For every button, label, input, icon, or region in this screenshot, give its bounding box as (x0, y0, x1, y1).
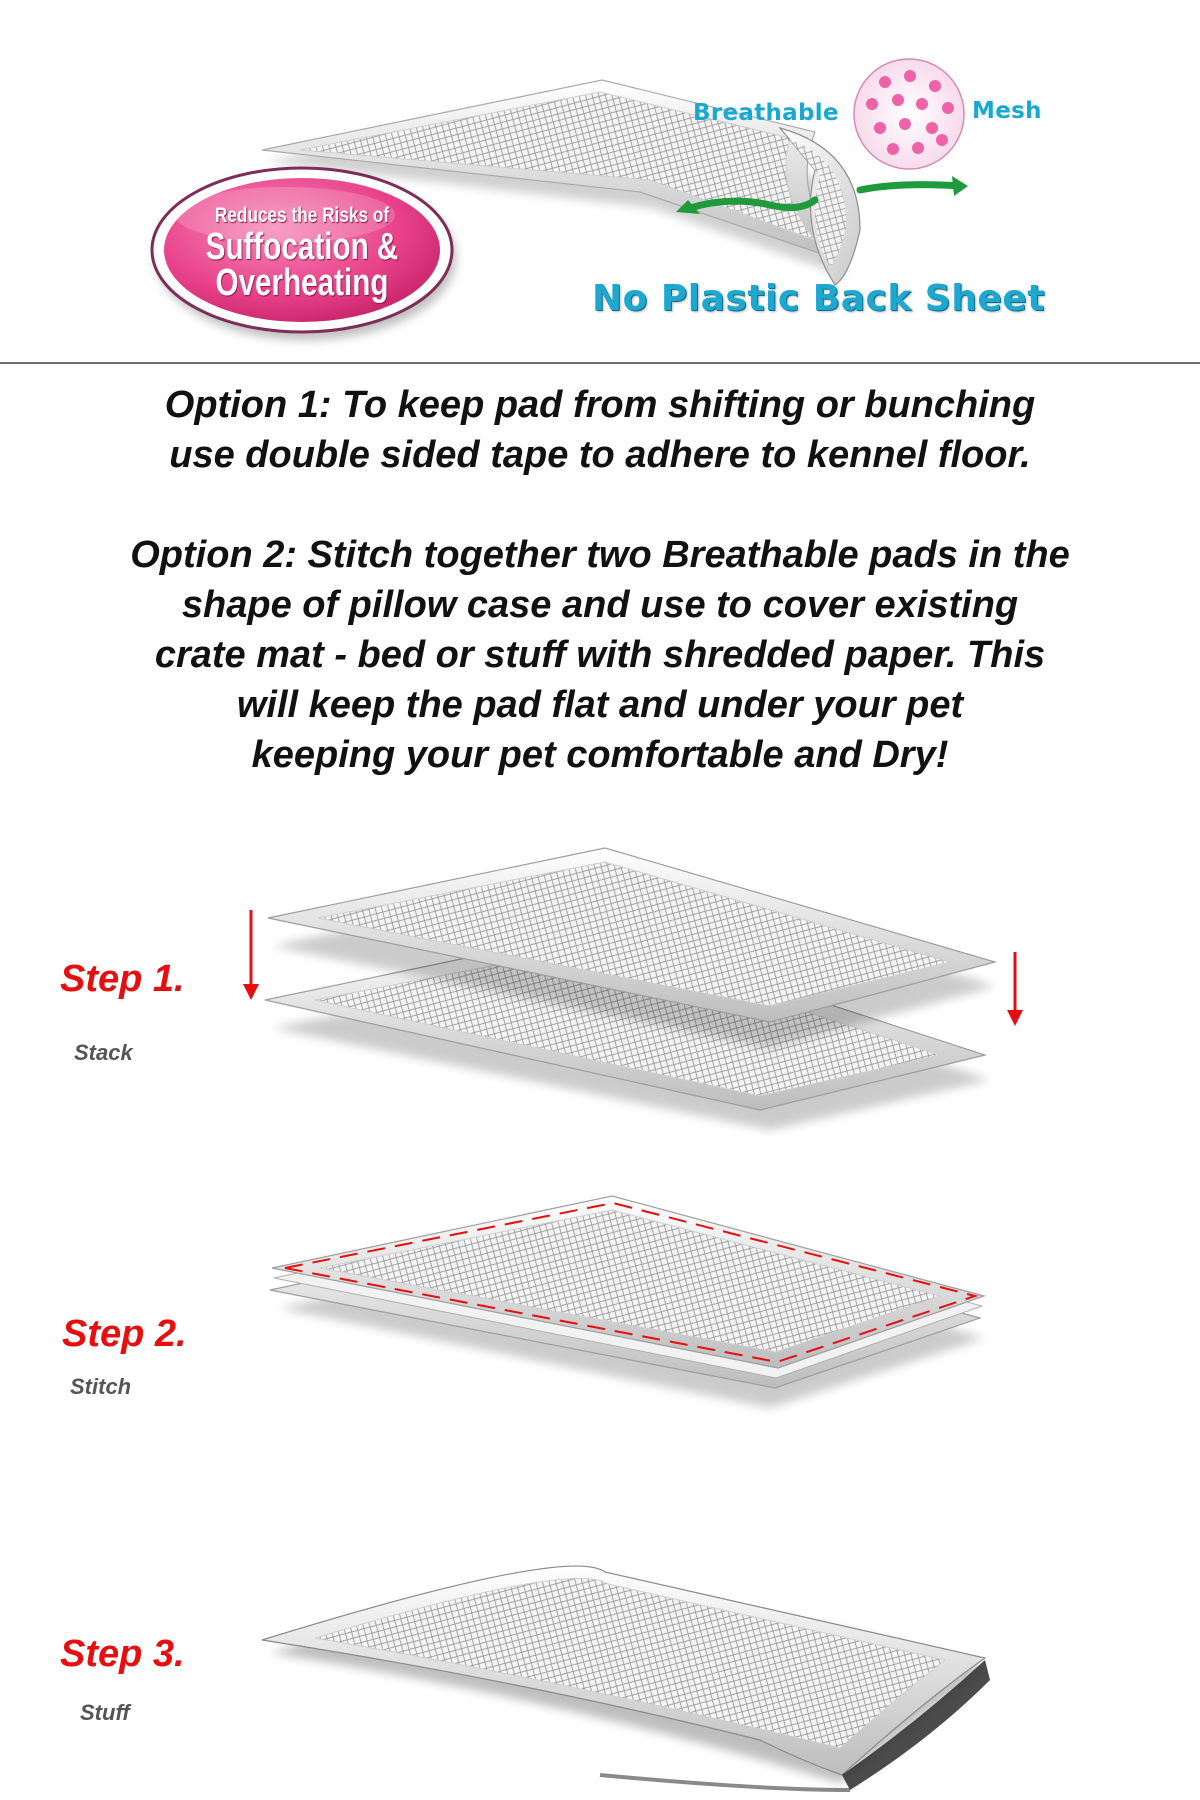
step-2-action: Stitch (70, 1374, 132, 1399)
option-2-text (0, 530, 1200, 780)
step-3-action: Stuff (80, 1700, 130, 1725)
badge-text (162, 205, 442, 302)
option-2-line-1: Option 2: Stitch together two Breathable pads in the (130, 534, 1070, 576)
mesh-label-mesh: Mesh (972, 98, 1042, 124)
section-divider (0, 362, 1200, 364)
step2-pads (270, 1196, 985, 1408)
option-2-line-5: keeping your pet comfortable and Dry! (251, 734, 949, 776)
step-1-label: Step 1. (60, 958, 185, 1000)
option-2-line-3: crate mat - bed or stuff with shredded paper. This (154, 634, 1046, 676)
option-1-text (0, 380, 1200, 480)
option-1-line-2: use double sided tape to adhere to kennel floor. (169, 434, 1031, 476)
option-2-line-4: will keep the pad flat and under your pet (236, 684, 964, 726)
badge-line-3: Overheating (215, 262, 389, 304)
option-2-line-2: shape of pillow case and use to cover existing (181, 584, 1019, 626)
step-1-action: Stack (74, 1040, 133, 1065)
mesh-label-breathable: Breathable (693, 100, 839, 126)
badge-line-1: Reduces the Risks of (214, 204, 390, 227)
step1-pads (243, 848, 1023, 1130)
option-1-line-1: Option 1: To keep pad from shifting or bunching (164, 384, 1036, 426)
step3-pillow (262, 1566, 990, 1790)
badge-line-2: Suffocation & (205, 226, 399, 268)
step-2-label: Step 2. (62, 1313, 187, 1355)
no-plastic-back-sheet-label: No Plastic Back Sheet (592, 278, 1045, 319)
step-3-label: Step 3. (60, 1633, 185, 1675)
mesh-circle (854, 59, 964, 169)
